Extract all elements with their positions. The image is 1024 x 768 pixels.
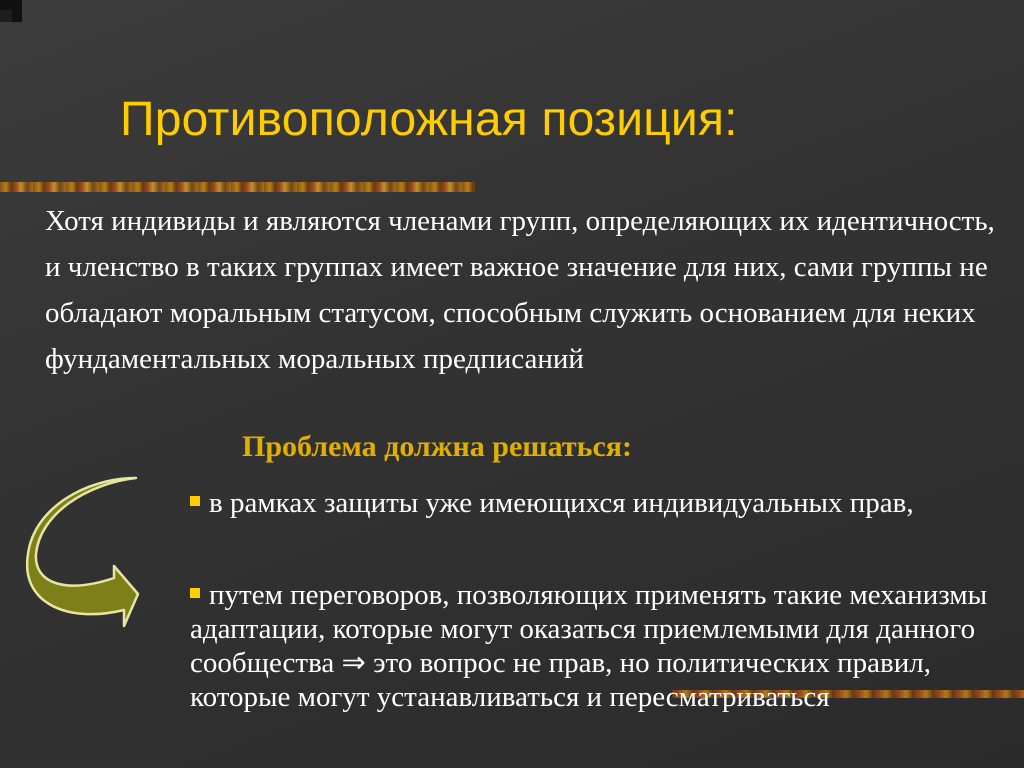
problem-heading: Проблема должна решаться: — [242, 430, 632, 463]
square-bullet-icon — [190, 588, 200, 598]
bullet-item — [190, 578, 1012, 714]
bullet-text: путем переговоров, позволяющих применять такие механизмы адаптации, которые могут оказаться приемлемыми для данного сообщества ⇒ это вопрос не прав, но политических правил, которые могут устанавливаться и пересматриваться — [190, 579, 988, 713]
bullet-item — [190, 486, 1012, 520]
corner-mark — [0, 0, 22, 22]
decorative-divider — [0, 182, 475, 192]
square-bullet-icon — [190, 496, 200, 506]
slide-title: Противоположная позиция: — [120, 93, 738, 146]
main-paragraph: Хотя индивиды и являются членами групп, определяющих их идентичность, и членство в таких группах имеет важное значение для них, сами группы не обладают моральным статусом, способным служить основанием для неких фундаментальных моральных предписаний — [45, 205, 995, 375]
curved-arrow-icon — [26, 474, 142, 634]
bullet-text: в рамках защиты уже имеющихся индивидуальных прав, — [209, 487, 914, 519]
